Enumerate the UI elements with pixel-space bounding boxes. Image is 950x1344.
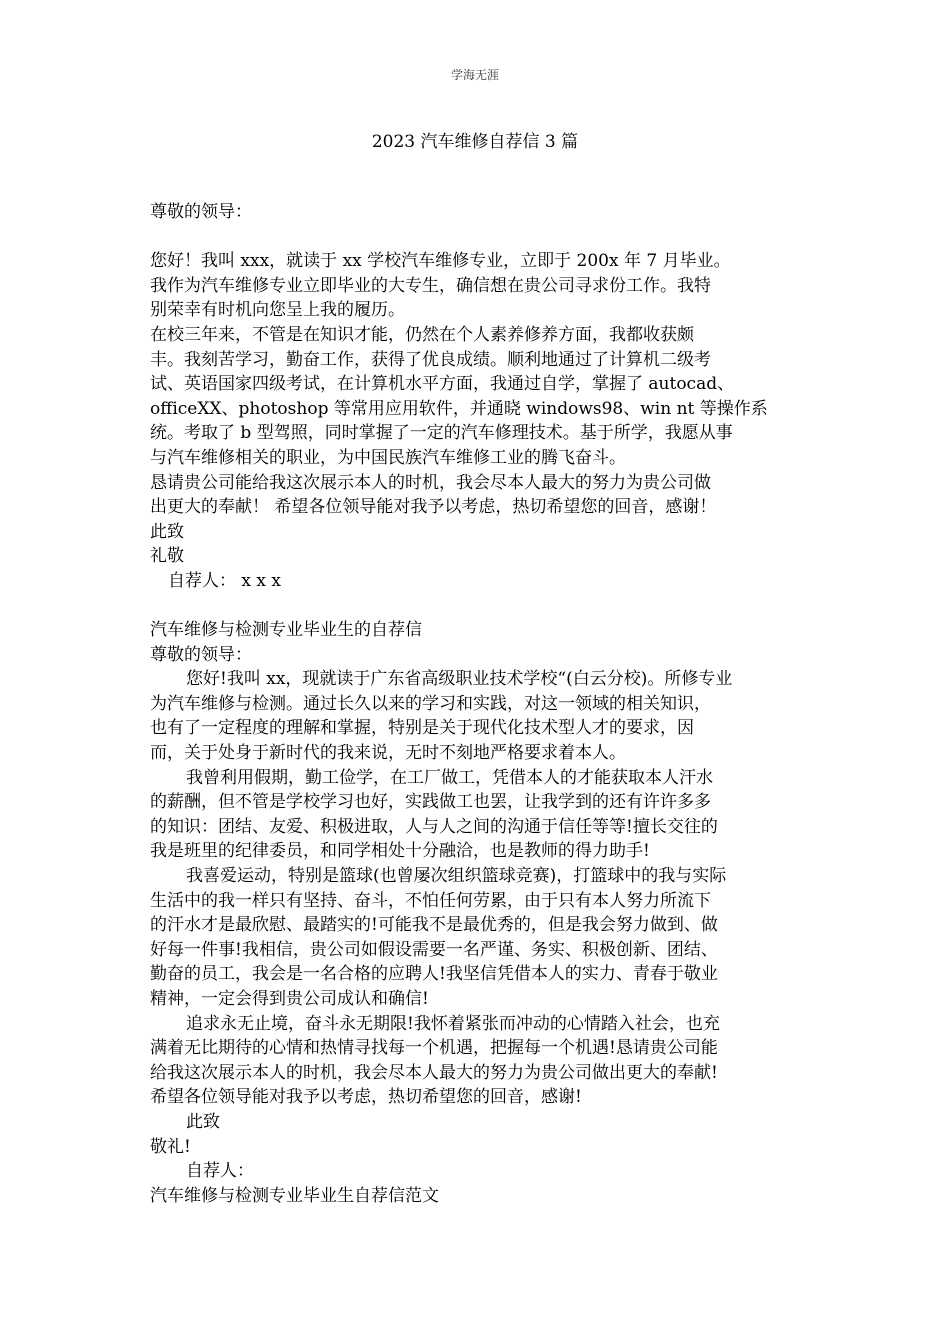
letter2-paragraph-line: 好每一件事!我相信，贵公司如假设需要一名严谨、务实、积极创新、团结、 (150, 939, 718, 960)
letter2-paragraph-line: 勤奋的员工，我会是一名合格的应聘人!我坚信凭借本人的实力、青春于敬业 (150, 964, 718, 985)
letter1-line: 丰。我刻苦学习，勤奋工作，获得了优良成绩。顺利地通过了计算机二级考 (150, 349, 711, 370)
letter3-heading: 汽车维修与检测专业毕业生自荐信范文 (150, 1185, 439, 1206)
letter1-line: 您好！我叫 xxx，就读于 xx 学校汽车维修专业，立即于 200x 年 7 月毕业。 (150, 251, 731, 272)
letter2-paragraph-line: 生活中的我一样只有坚持、奋斗，不怕任何劳累，由于只有本人努力所流下 (150, 890, 711, 911)
letter1-line: 出更大的奉献！ 希望各位领导能对我予以考虑，热切希望您的回音，感谢！ (150, 497, 717, 518)
page-header: 学海无涯 (450, 68, 499, 82)
letter2-paragraph-line: 我曾利用假期，勤工俭学，在工厂做工，凭借本人的才能获取本人汗水 (186, 767, 713, 788)
blank-line (150, 225, 810, 250)
document-title: 2023 汽车维修自荐信 3 篇 (371, 132, 579, 152)
letter2-closing: 此致 (186, 1111, 220, 1132)
letter1-line: 统。考取了 b 型驾照，同时掌握了一定的汽车修理技术。基于所学，我愿从事 (150, 423, 733, 444)
letter2-heading: 汽车维修与检测专业毕业生的自荐信 (150, 620, 422, 641)
letter2-paragraph-line: 您好!我叫 xx，现就读于广东省高级职业技术学校“(白云分校)。所修专业 (186, 669, 733, 690)
letter2-paragraph-line: 精神，一定会得到贵公司成认和确信! (150, 989, 429, 1009)
letter2-paragraph-line: 而，关于处身于新时代的我来说，无时不刻地严格要求着本人。 (150, 743, 626, 764)
letter2-signature: 自荐人： (186, 1161, 254, 1182)
letter2-paragraph-line: 的汗水才是最欣慰、最踏实的!可能我不是最优秀的，但是我会努力做到、做 (150, 915, 718, 936)
letter1-line: officeXX、photoshop 等常用应用软件，并通晓 windows98、win nt 等操作系 (150, 398, 768, 419)
letter1-line: 我作为汽车维修专业立即毕业的大专生，确信想在贵公司寻求份工作。我特 (150, 275, 711, 296)
letter1-line: 别荣幸有时机向您呈上我的履历。 (150, 300, 405, 321)
letter1-line: 试、英语国家四级考试，在计算机水平方面，我通过自学，掌握了 autocad、 (150, 374, 735, 395)
letter1-line: 恳请贵公司能给我这次展示本人的时机，我会尽本人最大的努力为贵公司做 (150, 472, 711, 493)
letter2-paragraph-line: 满着无比期待的心情和热情寻找每一个机遇，把握每一个机遇!恳请贵公司能 (150, 1038, 718, 1059)
letter2-paragraph-line: 我喜爱运动，特别是篮球(也曾屡次组织篮球竞赛)，打篮球中的我与实际 (186, 866, 727, 887)
letter2-paragraph-line: 也有了一定程度的理解和掌握，特别是关于现代化技术型人才的要求，因 (150, 718, 694, 739)
letter2-paragraph-line: 的知识：团结、友爱、积极进取，人与人之间的沟通于信任等等!擅长交往的 (150, 816, 718, 837)
letter1-signature: 自荐人： x x x (168, 570, 281, 591)
letter2-paragraph-line: 希望各位领导能对我予以考虑，热切希望您的回音，感谢! (150, 1087, 582, 1108)
letter2-paragraph-line: 给我这次展示本人的时机，我会尽本人最大的努力为贵公司做出更大的奉献! (150, 1062, 718, 1083)
document-body (150, 200, 810, 1208)
letter1-line: 在校三年来，不管是在知识才能，仍然在个人素养修养方面，我都收获颇 (150, 324, 694, 345)
letter1-regards: 礼敬 (150, 546, 184, 567)
letter1-line: 与汽车维修相关的职业，为中国民族汽车维修工业的腾飞奋斗。 (150, 447, 626, 468)
letter1-salutation: 尊敬的领导： (150, 202, 252, 222)
letter2-paragraph-line: 我是班里的纪律委员，和同学相处十分融洽，也是教师的得力助手! (150, 841, 650, 862)
blank-line (150, 594, 810, 619)
letter2-salutation: 尊敬的领导： (150, 644, 252, 665)
letter1-closing: 此致 (150, 521, 184, 542)
letter2-paragraph-line: 的薪酬，但不管是学校学习也好，实践做工也罢，让我学到的还有许许多多 (150, 792, 711, 813)
letter2-paragraph-line: 为汽车维修与检测。通过长久以来的学习和实践，对这一领域的相关知识， (150, 693, 711, 714)
letter2-regards: 敬礼! (150, 1136, 191, 1157)
letter2-paragraph-line: 追求永无止境，奋斗永无期限!我怀着紧张而冲动的心情踏入社会，也充 (186, 1013, 720, 1034)
